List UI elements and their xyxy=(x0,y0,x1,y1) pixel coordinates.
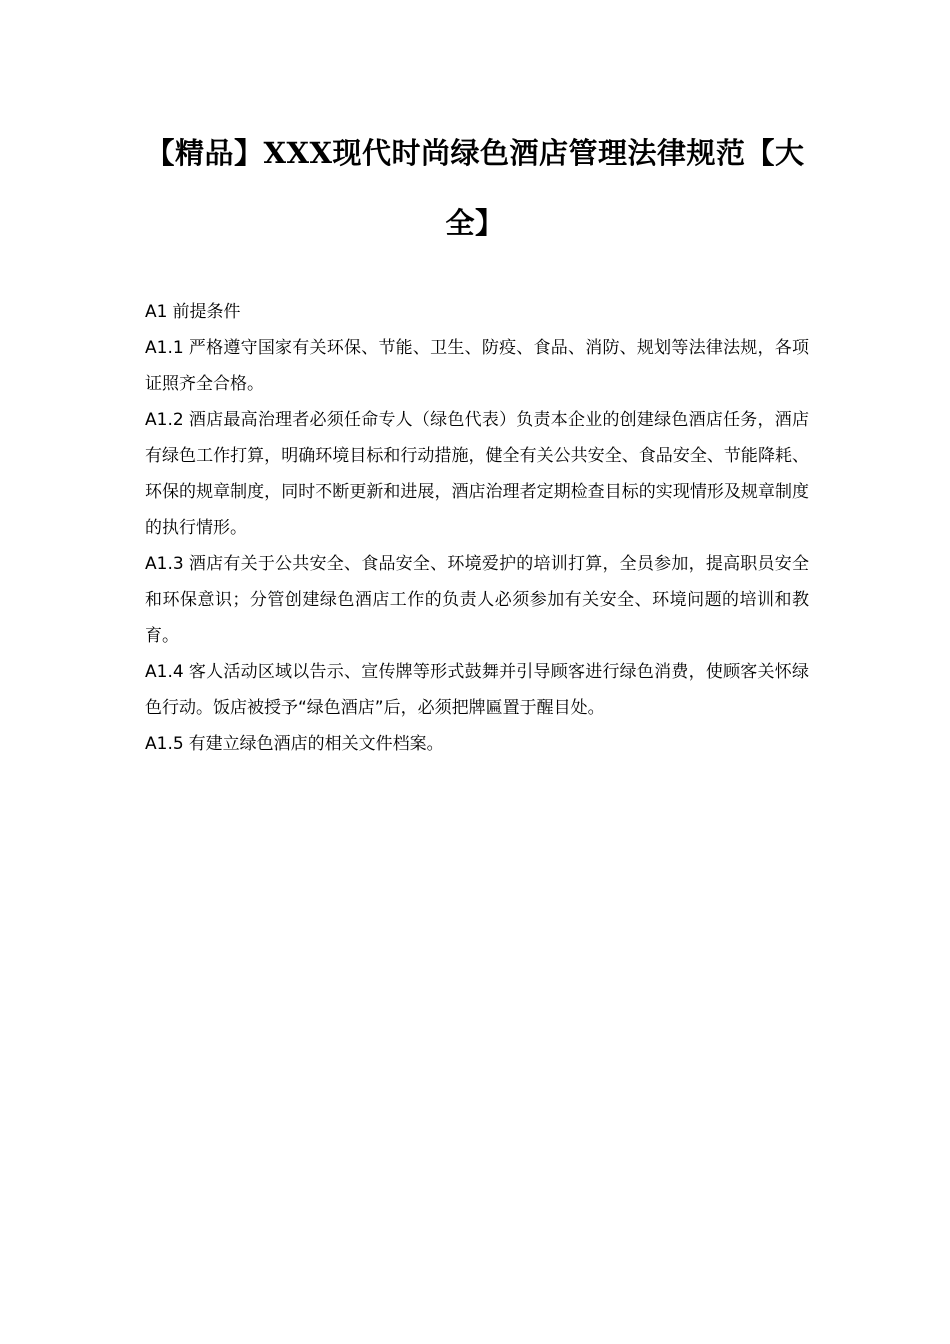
paragraph-a1-1 xyxy=(145,330,809,402)
paragraph-text: 酒店最高治理者必须任命专人（绿色代表）负责本企业的创建绿色酒店任务，酒店有绿色工作打算，明确环境目标和行动措施，健全有关公共安全、食品安全、节能降耗、环保的规章制度，同时不断更新和进展，酒店治理者定期检查目标的实现情形及规章制度的执行情形。 xyxy=(145,410,809,538)
paragraph-a1 xyxy=(145,294,809,330)
paragraph-text: 有建立绿色酒店的相关文件档案。 xyxy=(188,734,444,754)
document-title: 【精品】XXX现代时尚绿色酒店管理法律规范【大全】 xyxy=(145,136,805,240)
paragraph-number: A1.5 xyxy=(145,734,184,754)
paragraph-text: 前提条件 xyxy=(172,302,241,322)
paragraph-text: 酒店有关于公共安全、食品安全、环境爱护的培训打算，全员参加，提高职员安全和环保意识；分管创建绿色酒店工作的负责人必须参加有关安全、环境问题的培训和教育。 xyxy=(145,554,809,646)
paragraph-number: A1 xyxy=(145,302,168,322)
paragraph-a1-2 xyxy=(145,402,809,546)
paragraph-text: 严格遵守国家有关环保、节能、卫生、防疫、食品、消防、规划等法律法规，各项证照齐全合格。 xyxy=(145,338,809,394)
paragraph-a1-3 xyxy=(145,546,809,654)
paragraph-a1-5 xyxy=(145,726,809,762)
paragraph-number: A1.3 xyxy=(145,554,184,574)
paragraph-number: A1.4 xyxy=(145,662,184,682)
paragraph-a1-4 xyxy=(145,654,809,726)
paragraph-text: 客人活动区域以告示、宣传牌等形式鼓舞并引导顾客进行绿色消费，使顾客关怀绿色行动。饭店被授予“绿色酒店”后，必须把牌匾置于醒目处。 xyxy=(145,662,809,718)
paragraph-number: A1.2 xyxy=(145,410,184,430)
document-body xyxy=(145,294,809,762)
paragraph-number: A1.1 xyxy=(145,338,184,358)
